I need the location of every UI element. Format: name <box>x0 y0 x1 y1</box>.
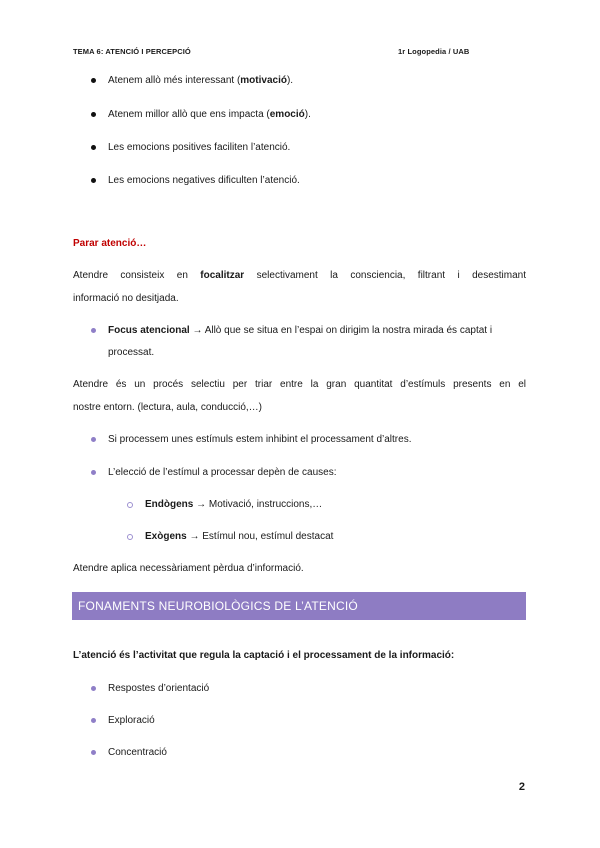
bullet-dot <box>91 470 96 475</box>
list-item-continuation: processat. <box>108 347 155 358</box>
list-item: Concentració <box>108 747 167 758</box>
paragraph-line: nostre entorn. (lectura, aula, conducció,…) <box>73 402 262 413</box>
paragraph-line: Atendre consisteix en focalitzar selectivament la consciencia, filtrant i desestimant <box>73 270 526 281</box>
list-item: Les emocions negatives dificulten l’atenció. <box>108 175 300 186</box>
bullet-dot <box>91 750 96 755</box>
list-item: Atenem millor allò que ens impacta (emoció). <box>108 109 311 120</box>
bullet-dot <box>91 718 96 723</box>
bullet-dot <box>91 686 96 691</box>
bullet-dot <box>91 112 96 117</box>
list-item: Exploració <box>108 715 155 726</box>
list-item: Respostes d’orientació <box>108 683 210 694</box>
bullet-dot <box>91 178 96 183</box>
header-title: TEMA 6: ATENCIÓ I PERCEPCIÓ <box>73 47 191 56</box>
paragraph-line: informació no desitjada. <box>73 293 179 304</box>
section-banner <box>72 592 526 620</box>
paragraph-line: Atendre és un procés selectiu per triar entre la gran quantitat d’estímuls presents en el <box>73 379 526 390</box>
sub-bullet-circle <box>127 502 133 508</box>
list-item: Atenem allò més interessant (motivació). <box>108 75 294 86</box>
sub-list-item: Endògens → Motivació, instruccions,… <box>145 499 323 510</box>
header-course: 1r Logopedia / UAB <box>398 47 470 56</box>
sub-bullet-circle <box>127 534 133 540</box>
list-item: L’elecció de l’estímul a processar depèn de causes: <box>108 467 337 478</box>
sub-list-item: Exògens → Estímul nou, estímul destacat <box>145 531 334 542</box>
page-number: 2 <box>518 781 525 793</box>
bullet-dot <box>91 145 96 150</box>
list-item: Si processem unes estímuls estem inhibint el processament d’altres. <box>108 434 412 445</box>
section-intro: L’atenció és l’activitat que regula la captació i el processament de la informació: <box>73 650 455 661</box>
list-item: Les emocions positives faciliten l’atenció. <box>108 142 291 153</box>
bullet-dot <box>91 328 96 333</box>
bullet-dot <box>91 437 96 442</box>
section-heading: Parar atenció… <box>73 238 147 249</box>
section-title: FONAMENTS NEUROBIOLÒGICS DE L’ATENCIÓ <box>78 599 358 613</box>
paragraph-line: Atendre aplica necessàriament pèrdua d’informació. <box>73 563 304 574</box>
list-item: Focus atencional → Allò que se situa en l’espai on dirigim la nostra mirada és captat i <box>108 325 493 336</box>
bullet-dot <box>91 78 96 83</box>
